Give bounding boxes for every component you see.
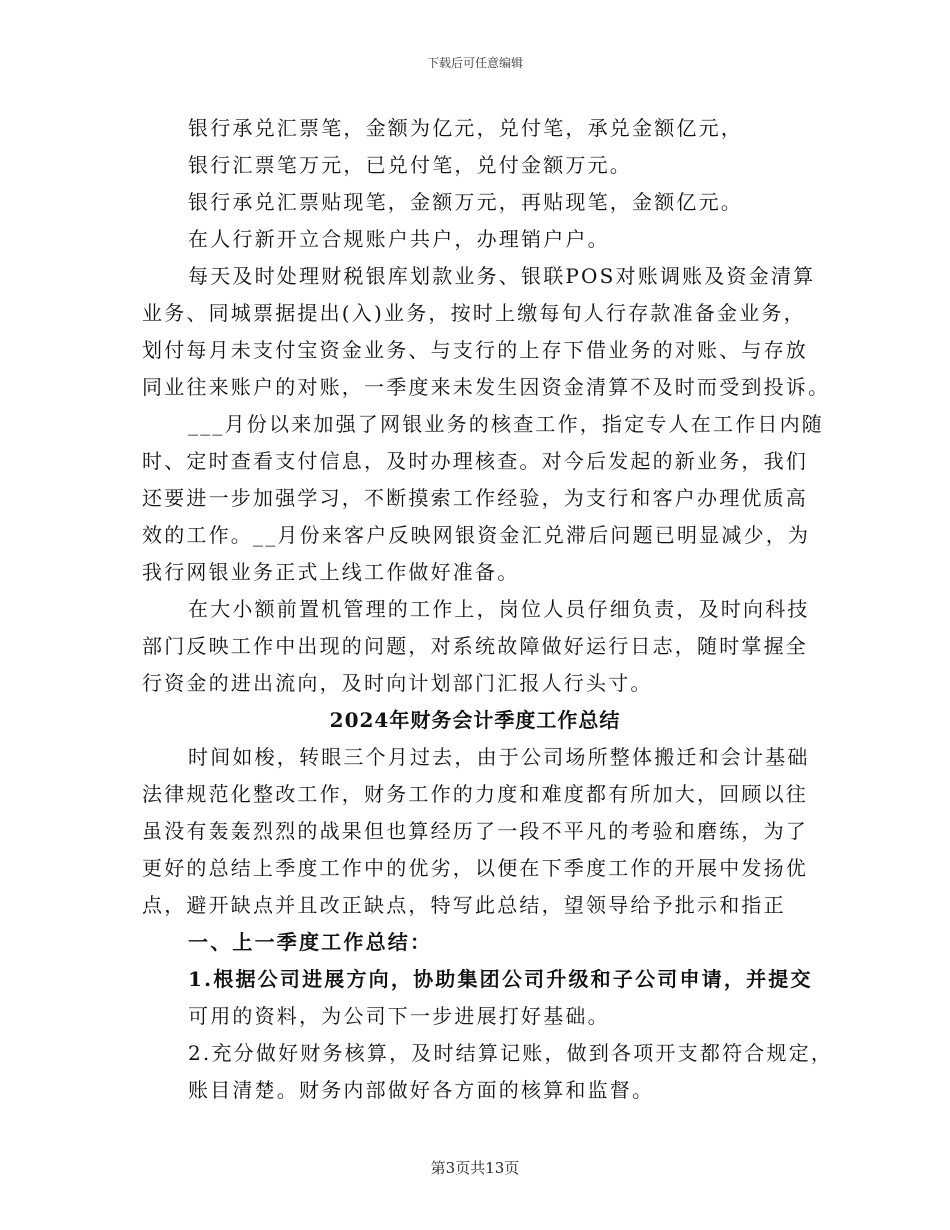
paragraph-line: 更好的总结上季度工作中的优劣，以便在下季度工作的开展中发扬优 bbox=[142, 856, 808, 880]
section-title: 2024年财务会计季度工作总结 bbox=[329, 708, 621, 732]
paragraph-line: 时间如梭，转眼三个月过去，由于公司场所整体搬迁和会计基础 bbox=[188, 745, 810, 769]
paragraph-line: 业务、同城票据提出(入)业务，按时上缴每旬人行存款准备金业务， bbox=[142, 301, 806, 325]
list-item-heading: 1.根据公司进展方向，协助集团公司升级和子公司申请，并提交 bbox=[188, 967, 813, 991]
section-heading: 一、上一季度工作总结： bbox=[188, 930, 433, 954]
page-header: 下载后可任意编辑 bbox=[426, 56, 523, 70]
paragraph-line: ___月份以来加强了网银业务的核查工作，指定专人在工作日内随 bbox=[188, 412, 824, 436]
list-item-text: 2.充分做好财务核算，及时结算记账，做到各项开支都符合规定， bbox=[188, 1041, 834, 1065]
paragraph-line: 每天及时处理财税银库划款业务、银联POS对账调账及资金清算 bbox=[188, 264, 816, 288]
paragraph-line: 银行承兑汇票贴现笔，金额万元，再贴现笔，金额亿元。 bbox=[188, 190, 743, 214]
paragraph-line: 还要进一步加强学习，不断摸索工作经验，为支行和客户办理优质高 bbox=[142, 486, 808, 510]
page-footer: 第3页共13页 bbox=[430, 1159, 520, 1177]
paragraph-line: 点，避开缺点并且改正缺点，特写此总结，望领导给予批示和指正 bbox=[142, 893, 786, 917]
paragraph-line: 银行汇票笔万元，已兑付笔，兑付金额万元。 bbox=[188, 153, 632, 177]
paragraph-line: 行资金的进出流向，及时向计划部门汇报人行头寸。 bbox=[142, 671, 653, 695]
paragraph-line: 我行网银业务正式上线工作做好准备。 bbox=[142, 560, 520, 584]
paragraph-line: 在大小额前置机管理的工作上，岗位人员仔细负责，及时向科技 bbox=[188, 597, 810, 621]
list-item-text: 可用的资料，为公司下一步进展打好基础。 bbox=[188, 1004, 610, 1028]
paragraph-line: 时、定时查看支付信息，及时办理核查。对今后发起的新业务，我们 bbox=[142, 449, 808, 473]
list-item-text: 账目清楚。财务内部做好各方面的核算和监督。 bbox=[188, 1078, 655, 1102]
paragraph-line: 同业往来账户的对账，一季度来未发生因资金清算不及时而受到投诉。 bbox=[142, 375, 831, 399]
paragraph-line: 虽没有轰轰烈烈的战果但也算经历了一段不平凡的考验和磨练，为了 bbox=[142, 819, 808, 843]
paragraph-line: 法律规范化整改工作，财务工作的力度和难度都有所加大，回顾以往 bbox=[142, 782, 808, 806]
paragraph-line: 在人行新开立合规账户共户，办理销户户。 bbox=[188, 227, 610, 251]
paragraph-line: 效的工作。__月份来客户反映网银资金汇兑滞后问题已明显减少，为 bbox=[142, 523, 811, 547]
paragraph-line: 划付每月未支付宝资金业务、与支行的上存下借业务的对账、与存放 bbox=[142, 338, 808, 362]
paragraph-line: 银行承兑汇票笔，金额为亿元，兑付笔，承兑金额亿元， bbox=[188, 116, 743, 140]
paragraph-line: 部门反映工作中出现的问题，对系统故障做好运行日志，随时掌握全 bbox=[142, 634, 808, 658]
